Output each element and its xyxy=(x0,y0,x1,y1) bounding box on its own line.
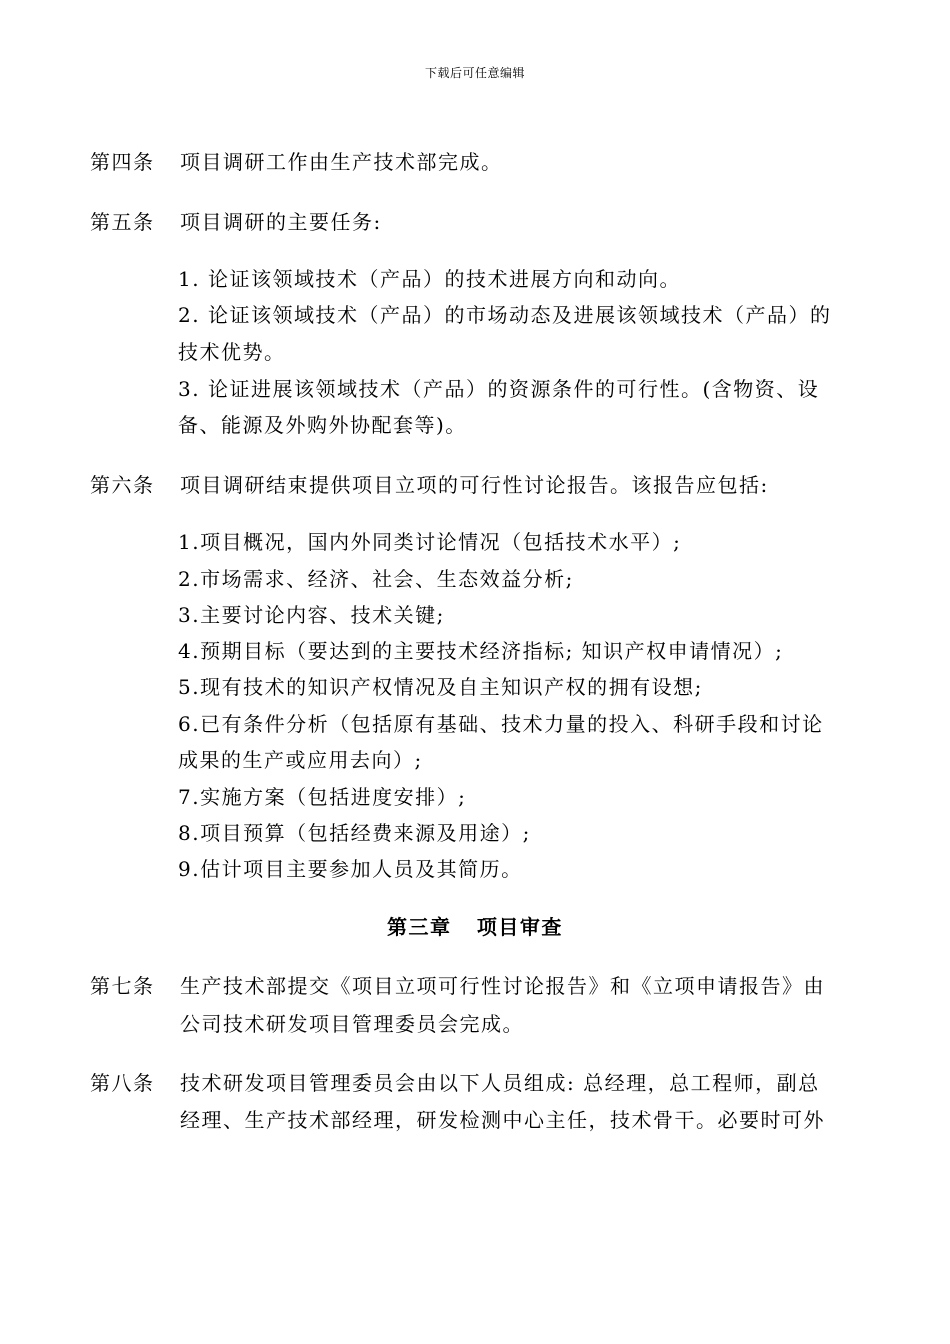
article-4-label: 第四条 xyxy=(90,150,155,174)
article-6-item-5: 5.现有技术的知识产权情况及自主知识产权的拥有设想; xyxy=(178,675,703,699)
article-8-text-1: 技术研发项目管理委员会由以下人员组成: 总经理，总工程师，副总 xyxy=(180,1071,820,1095)
article-8-text-2: 经理、生产技术部经理，研发检测中心主任，技术骨干。必要时可外 xyxy=(180,1108,825,1132)
article-6-text: 项目调研结束提供项目立项的可行性讨论报告。该报告应包括: xyxy=(180,473,769,497)
article-5-text: 项目调研的主要任务: xyxy=(180,210,382,234)
article-6-item-9: 9.估计项目主要参加人员及其简历。 xyxy=(178,857,523,881)
article-6-item-6-cont: 成果的生产或应用去向）; xyxy=(178,748,423,772)
article-6-item-6: 6.已有条件分析（包括原有基础、技术力量的投入、科研手段和讨论 xyxy=(178,712,824,736)
article-6-item-3: 3.主要讨论内容、技术关键; xyxy=(178,603,445,627)
article-8-label: 第八条 xyxy=(90,1071,155,1095)
article-5-item-3-cont: 备、能源及外购外协配套等)。 xyxy=(178,413,467,437)
article-5-item-2: 2. 论证该领域技术（产品）的市场动态及进展该领域技术（产品）的 xyxy=(178,303,832,327)
page-header: 下载后可任意编辑 xyxy=(424,66,525,80)
article-5-label: 第五条 xyxy=(90,210,155,234)
article-6-item-7: 7.实施方案（包括进度安排）; xyxy=(178,785,467,809)
article-6-label: 第六条 xyxy=(90,473,155,497)
article-6-item-8: 8.项目预算（包括经费来源及用途）; xyxy=(178,821,531,845)
article-6-item-1: 1.项目概况，国内外同类讨论情况（包括技术水平）; xyxy=(178,530,682,554)
article-4-text: 项目调研工作由生产技术部完成。 xyxy=(180,150,503,174)
chapter-heading: 第三章 项目审查 xyxy=(387,915,563,939)
article-7-text-1: 生产技术部提交《项目立项可行性讨论报告》和《立项申请报告》由 xyxy=(180,974,825,998)
article-6-item-2: 2.市场需求、经济、社会、生态效益分析; xyxy=(178,567,574,591)
article-5-item-1: 1. 论证该领域技术（产品）的技术进展方向和动向。 xyxy=(178,267,681,291)
article-5-item-2-cont: 技术优势。 xyxy=(178,340,286,364)
article-6-item-4: 4.预期目标（要达到的主要技术经济指标; 知识产权申请情况）; xyxy=(178,639,784,663)
article-7-label: 第七条 xyxy=(90,974,155,998)
article-5-item-3: 3. 论证进展该领域技术（产品）的资源条件的可行性。(含物资、设 xyxy=(178,377,820,401)
article-7-text-2: 公司技术研发项目管理委员会完成。 xyxy=(180,1012,524,1036)
